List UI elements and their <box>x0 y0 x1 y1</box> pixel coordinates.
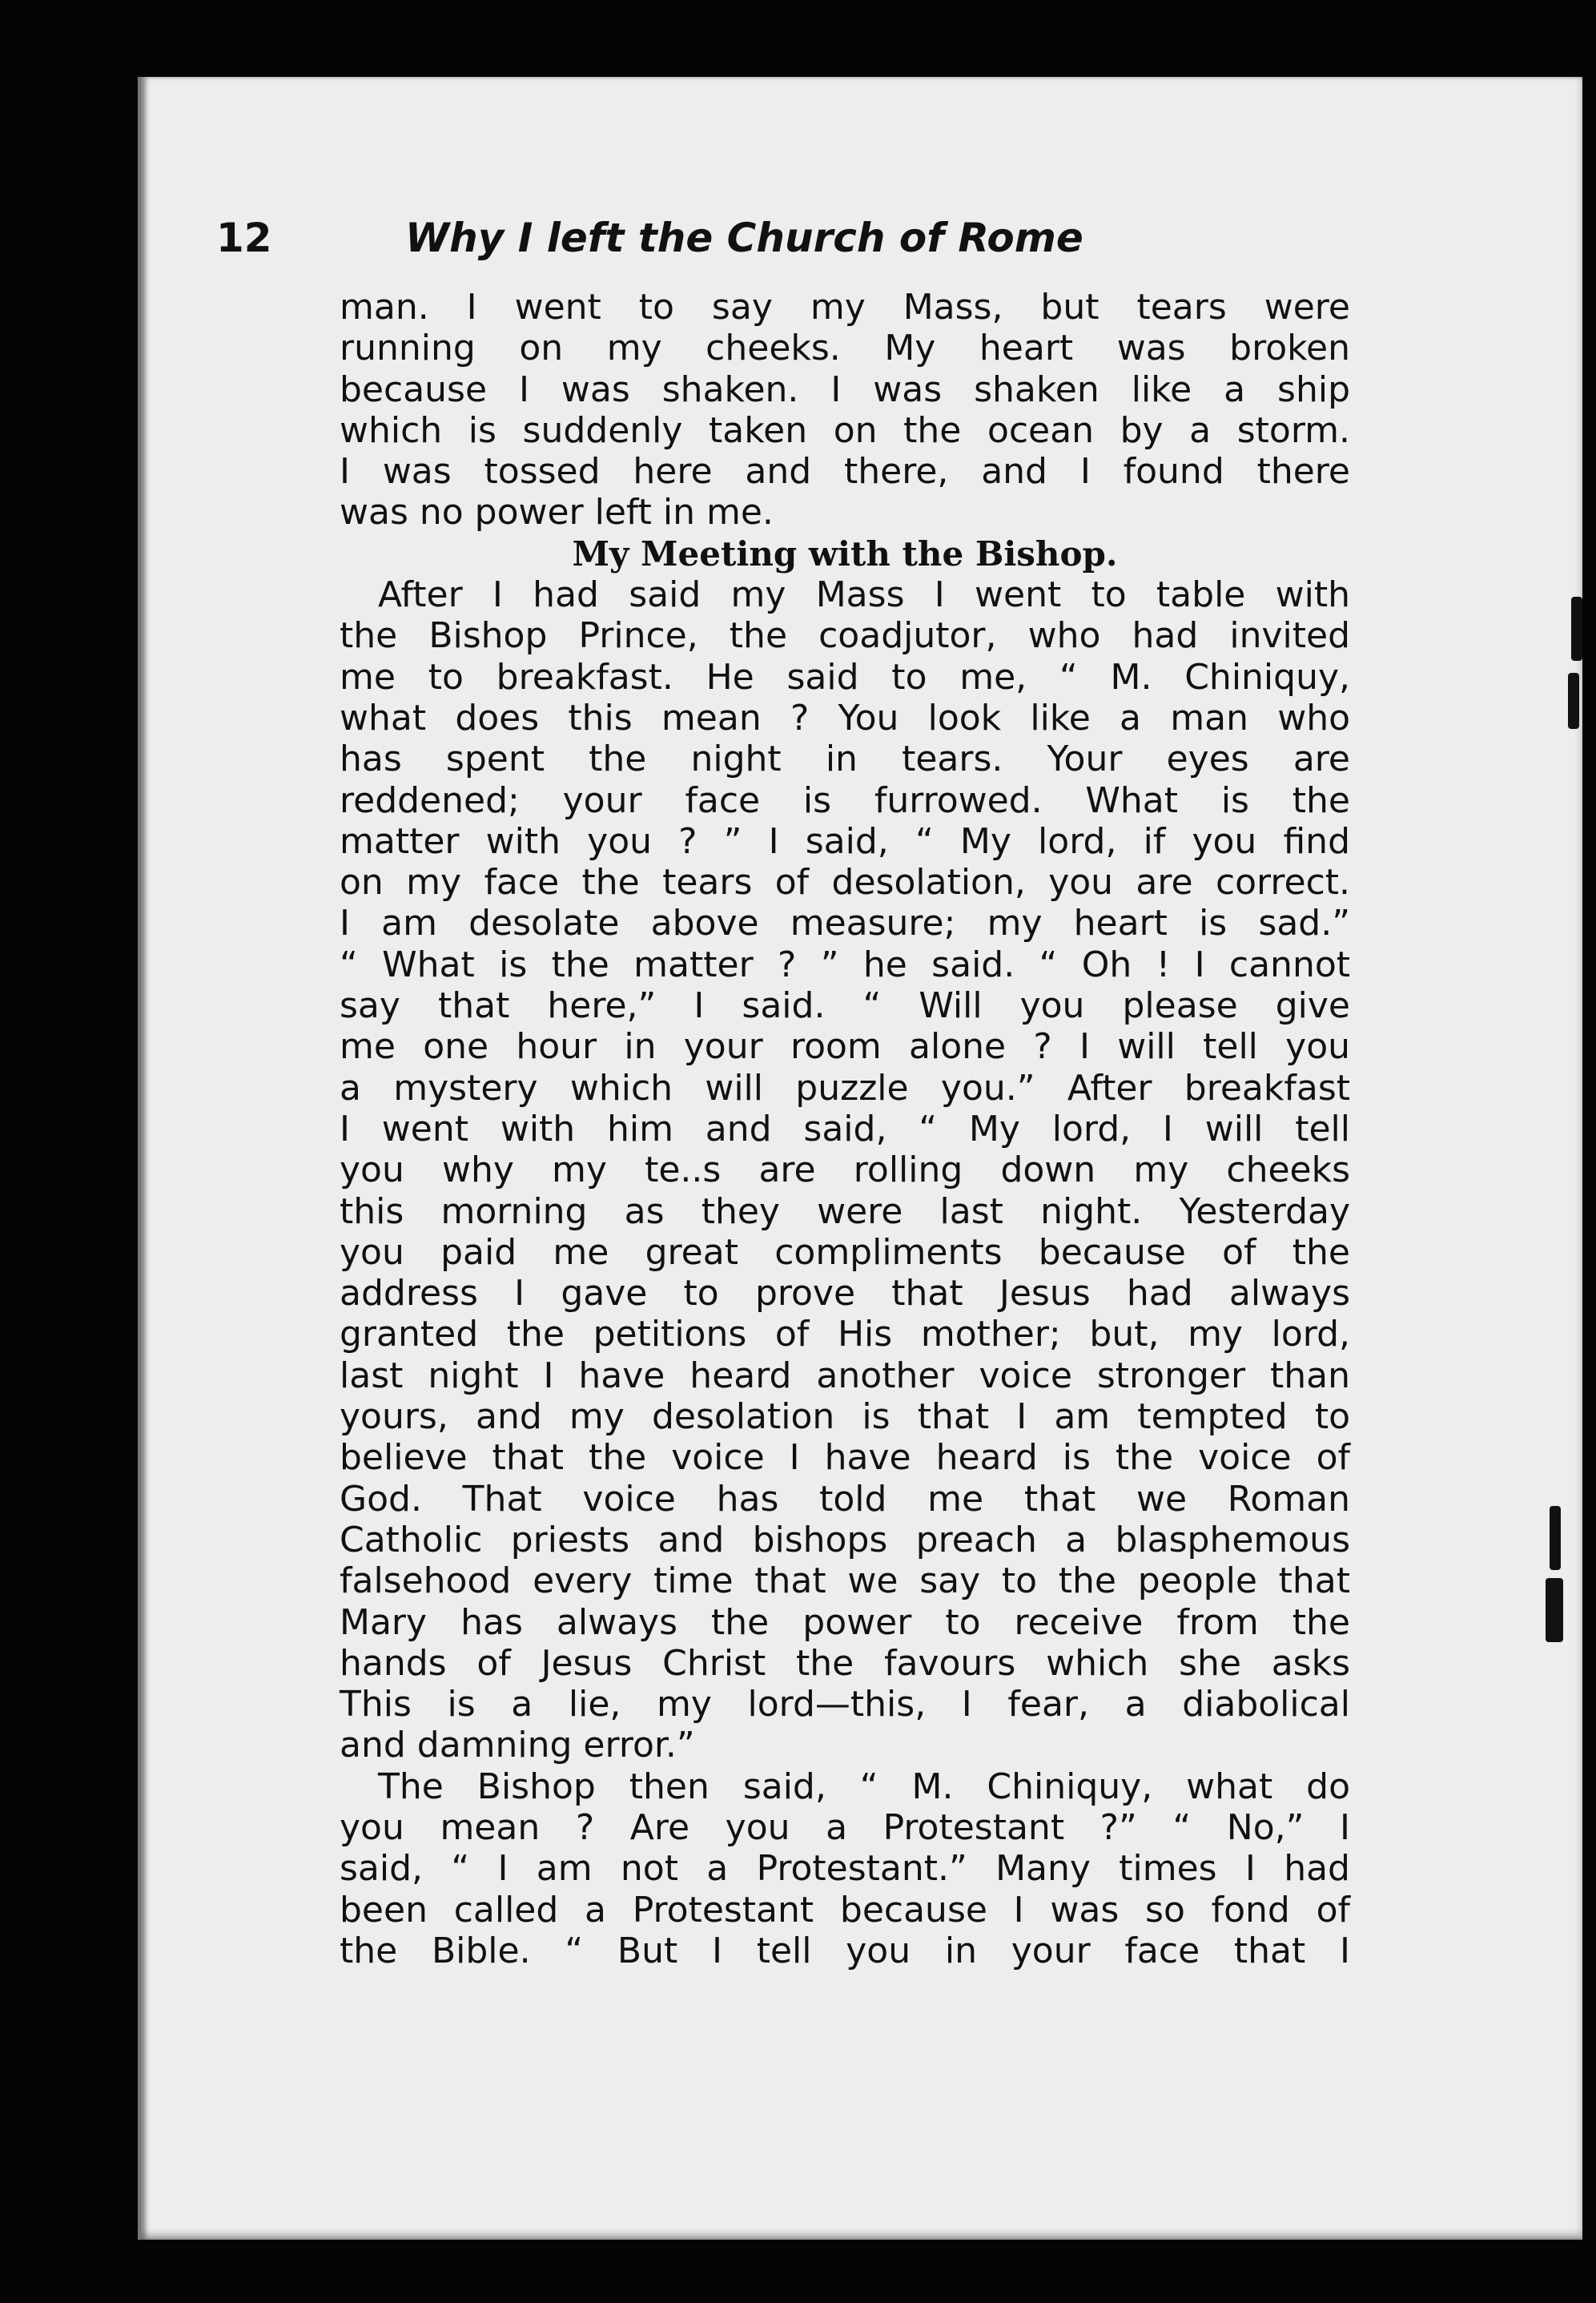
text-line: This is a lie, my lord—this, I fear, a diabolical <box>340 1684 1350 1725</box>
text-line: falsehood every time that we say to the people that <box>340 1560 1350 1602</box>
text-line: was no power left in me. <box>340 492 774 533</box>
text-line: and damning error.” <box>340 1725 695 1766</box>
scan-edge-mark <box>1568 673 1579 729</box>
page-number: 12 <box>216 215 272 261</box>
running-title: Why I left the Church of Rome <box>405 215 1083 261</box>
text-line: been called a Protestant because I was so fond of <box>340 1889 1350 1931</box>
text-line: hands of Jesus Christ the favours which she asks <box>340 1642 1350 1684</box>
text-line: me to breakfast. He said to me, “ M. Chiniquy, <box>340 656 1350 698</box>
text-line: the Bishop Prince, the coadjutor, who had invited <box>340 615 1350 657</box>
text-line: I am desolate above measure; my heart is sad.” <box>340 903 1350 944</box>
text-line: you paid me great compliments because of the <box>340 1231 1350 1273</box>
text-line: “ What is the matter ? ” he said. “ Oh ! I cannot <box>340 944 1350 985</box>
text-line: The Bishop then said, “ M. Chiniquy, what do <box>378 1765 1350 1807</box>
text-line: Mary has always the power to receive from the <box>340 1601 1350 1643</box>
text-line: I went with him and said, “ My lord, I will tell <box>340 1108 1350 1149</box>
text-line: because I was shaken. I was shaken like a ship <box>340 368 1350 410</box>
page-header <box>216 215 1177 271</box>
body-text <box>340 287 1350 1971</box>
text-line: I was tossed here and there, and I found there <box>340 451 1350 493</box>
text-line: on my face the tears of desolation, you are correct. <box>340 862 1350 904</box>
text-line: God. That voice has told me that we Roman <box>340 1478 1350 1520</box>
text-line: man. I went to say my Mass, but tears were <box>340 287 1350 328</box>
text-line: which is suddenly taken on the ocean by a storm. <box>340 409 1350 451</box>
text-line: granted the petitions of His mother; but, my lord, <box>340 1314 1350 1355</box>
text-line: running on my cheeks. My heart was broken <box>340 328 1350 369</box>
scan-edge-mark <box>1546 1578 1563 1642</box>
section-heading: My Meeting with the Bishop. <box>572 533 1118 574</box>
paragraph-1 <box>340 287 1350 533</box>
text-line: you mean ? Are you a Protestant ?” “ No,” I <box>340 1806 1350 1848</box>
text-line: address I gave to prove that Jesus had always <box>340 1273 1350 1315</box>
text-line: last night I have heard another voice stronger than <box>340 1355 1350 1396</box>
text-line: say that here,” I said. “ Will you please give <box>340 985 1350 1027</box>
text-line: reddened; your face is furrowed. What is the <box>340 779 1350 821</box>
text-line: you why my te..s are rolling down my cheeks <box>340 1149 1350 1191</box>
text-line: Catholic priests and bishops preach a blasphemous <box>340 1519 1350 1560</box>
text-line: a mystery which will puzzle you.” After breakfast <box>340 1067 1350 1109</box>
text-line: matter with you ? ” I said, “ My lord, if you find <box>340 820 1350 862</box>
text-line: what does this mean ? You look like a man who <box>340 697 1350 739</box>
text-line: believe that the voice I have heard is the voice of <box>340 1437 1350 1479</box>
text-line: the Bible. “ But I tell you in your face that I <box>340 1930 1350 1971</box>
text-line: yours, and my desolation is that I am tempted to <box>340 1396 1350 1438</box>
scan-edge-mark <box>1571 597 1582 661</box>
text-line: has spent the night in tears. Your eyes are <box>340 739 1350 780</box>
text-line: me one hour in your room alone ? I will tell you <box>340 1026 1350 1068</box>
text-line: this morning as they were last night. Yesterday <box>340 1190 1350 1232</box>
paragraph-2 <box>340 574 1350 1766</box>
text-line: said, “ I am not a Protestant.” Many times I had <box>340 1848 1350 1890</box>
text-line: After I had said my Mass I went to table with <box>378 574 1350 616</box>
scan-edge-mark <box>1550 1506 1561 1570</box>
paragraph-3 <box>340 1766 1350 1971</box>
